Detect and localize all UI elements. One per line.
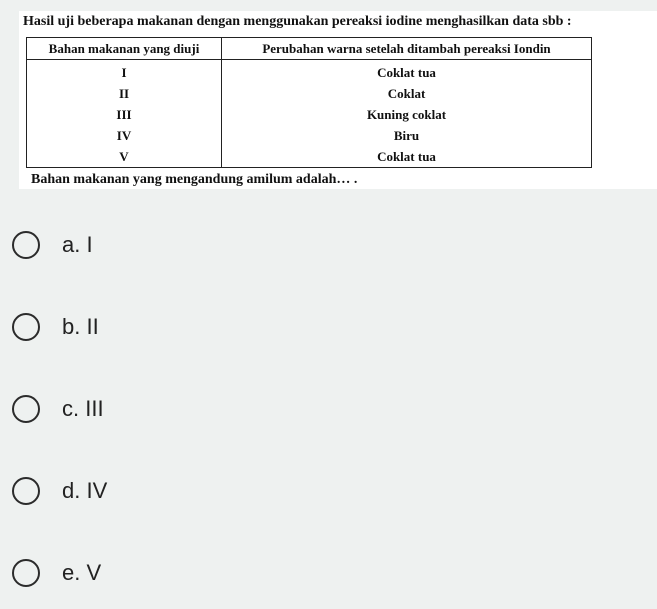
table-cell: Coklat (222, 83, 592, 104)
radio-button[interactable] (12, 313, 40, 341)
option-c[interactable] (12, 391, 104, 427)
table-cell: III (27, 104, 222, 125)
table-cell: Kuning coklat (222, 104, 592, 125)
radio-button[interactable] (12, 395, 40, 423)
option-label: e. V (62, 560, 102, 585)
table-header-cell: Perubahan warna setelah ditambah pereaksi Iondin (222, 38, 592, 60)
table-row (27, 125, 592, 146)
option-d[interactable] (12, 473, 107, 509)
table-row (27, 104, 592, 125)
table-cell: II (27, 83, 222, 104)
option-label: a. I (62, 232, 93, 257)
table-row (27, 146, 592, 168)
option-label: d. IV (62, 478, 108, 503)
table-cell: Coklat tua (222, 146, 592, 168)
radio-button[interactable] (12, 231, 40, 259)
option-label: c. III (62, 396, 104, 421)
table-cell: Coklat tua (222, 60, 592, 84)
question-image (19, 11, 657, 189)
option-e[interactable] (12, 555, 101, 591)
question-title: Hasil uji beberapa makanan dengan menggunakan pereaksi iodine menghasilkan data sbb : (23, 14, 572, 29)
question-footer: Bahan makanan yang mengandung amilum adalah… . (31, 172, 358, 187)
table-cell: I (27, 60, 222, 84)
data-table (26, 37, 592, 168)
radio-button[interactable] (12, 477, 40, 505)
table-cell: V (27, 146, 222, 168)
table-header-row (27, 38, 592, 60)
option-label: b. II (62, 314, 99, 339)
table-cell: IV (27, 125, 222, 146)
option-a[interactable] (12, 227, 93, 263)
radio-button[interactable] (12, 559, 40, 587)
table-header-cell: Bahan makanan yang diuji (27, 38, 222, 60)
option-b[interactable] (12, 309, 99, 345)
table-row (27, 60, 592, 84)
table-cell: Biru (222, 125, 592, 146)
table-row (27, 83, 592, 104)
